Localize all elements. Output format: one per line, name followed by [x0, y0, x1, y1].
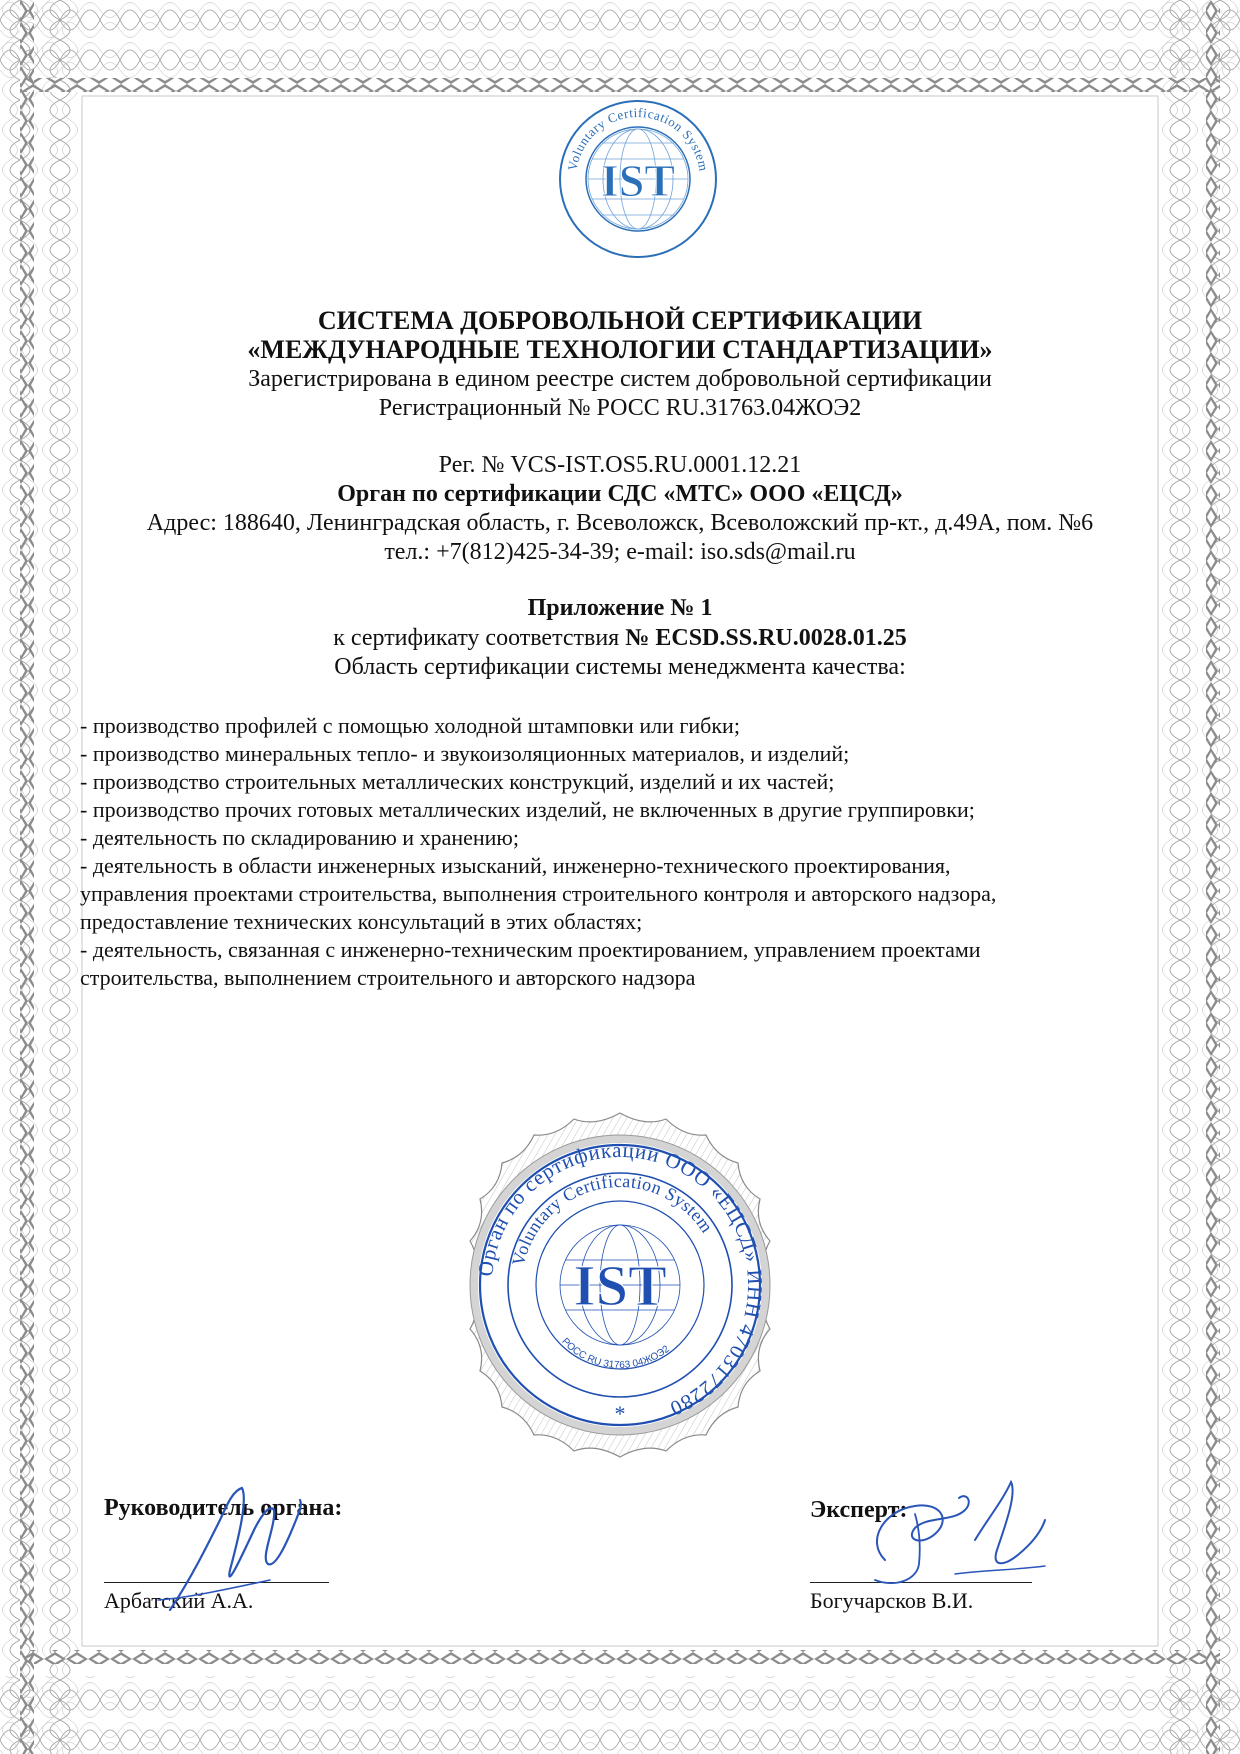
certification-body-name: Орган по сертификации СДС «МТС» ООО «ЕЦСД»: [337, 481, 903, 507]
scope-item: - деятельность в области инженерных изысканий, инженерно-технического проектирования, управления проектами строительства, выполнения строительного контроля и авторского надзора, предоставление технических консультаций в этих областях;: [80, 853, 997, 934]
logo-ring-text: Voluntary Certification System: [564, 104, 712, 173]
seal-outer-text: Орган по сертификации ООО «ЕЦСД» ИНН 4703172280: [473, 1137, 768, 1422]
seal-star: *: [614, 1401, 626, 1426]
expert-signature: [855, 1470, 1055, 1600]
certificate-reference: [80, 623, 1160, 653]
body-address: Адрес: 188640, Ленинградская область, г. Всеволожск, Всеволожский пр-кт., д.49А, пом. №6: [146, 510, 1094, 536]
logo-mark: IST: [600, 155, 676, 206]
scope-item: - производство профилей с помощью холодной штамповки или гибки;: [80, 713, 740, 738]
head-of-body-name: Арбатский А.А.: [104, 1588, 254, 1613]
certificate-prefix: к сертификату соответствия: [333, 625, 626, 651]
certificate-number: № ECSD.SS.RU.0028.01.25: [625, 625, 907, 651]
body-contacts: тел.: +7(812)425-34-39; e-mail: iso.sds@mail.ru: [384, 539, 856, 565]
expert-name: Богучарсков В.И.: [810, 1588, 974, 1613]
appendix-title: Приложение № 1: [527, 595, 713, 621]
registered-note: Зарегистрирована в едином реестре систем добровольной сертификации: [248, 366, 992, 392]
scope-list: [80, 712, 1000, 992]
seal-bottom-text: РОСС RU 31763 04ЖОЭ2: [559, 1336, 672, 1372]
expert-label: Эксперт:: [810, 1497, 908, 1523]
certification-seal: [440, 1105, 800, 1465]
registration-number: Регистрационный № РОСС RU.31763.04ЖОЭ2: [378, 395, 862, 421]
scope-item: - деятельность по складированию и хранению;: [80, 825, 519, 850]
seal-mark: IST: [573, 1253, 667, 1318]
ist-logo: [557, 98, 719, 260]
seal-inner-text: Voluntary Certification System: [508, 1170, 718, 1268]
scope-item: - деятельность, связанная с инженерно-техническим проектированием, управлением проектами строительства, выполнением строительного и авторского надзора: [80, 937, 981, 990]
system-title-line2: «МЕЖДУНАРОДНЫЕ ТЕХНОЛОГИИ СТАНДАРТИЗАЦИИ»: [247, 335, 993, 364]
scope-item: - производство прочих готовых металлических изделий, не включенных в другие группировки;: [80, 797, 975, 822]
scope-item: - производство минеральных тепло- и звукоизоляционных материалов, и изделий;: [80, 741, 850, 766]
reg-number: Рег. № VCS-IST.OS5.RU.0001.12.21: [438, 452, 802, 478]
scope-item: - производство строительных металлических конструкций, изделий и их частей;: [80, 769, 835, 794]
head-of-body-label: Руководитель органа:: [104, 1495, 343, 1521]
head-signature: [150, 1480, 310, 1620]
system-title-line1: СИСТЕМА ДОБРОВОЛЬНОЙ СЕРТИФИКАЦИИ: [317, 306, 923, 335]
scope-title: Область сертификации системы менеджмента качества:: [334, 654, 906, 680]
